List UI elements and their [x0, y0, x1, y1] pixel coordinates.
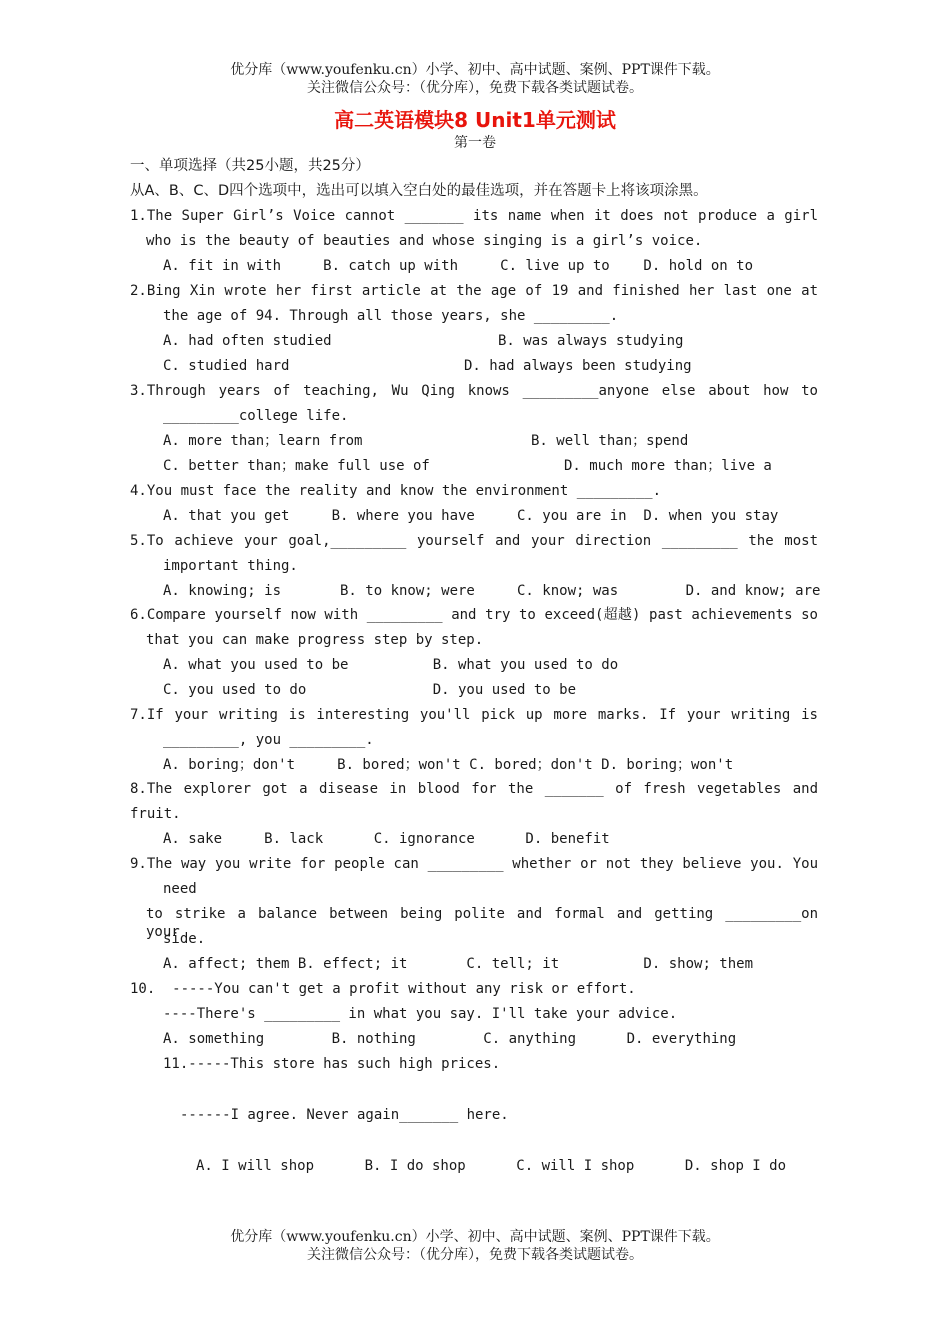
question-line: ------I agree. Never again_______ here.: [180, 1107, 509, 1123]
question-line: 6.Compare yourself now with _________ and try to exceed(超越) past achievements so: [130, 607, 818, 623]
answer-option: C. better than；make full use of: [163, 458, 430, 474]
answer-options: A. fit in with B. catch up with C. live up to D. hold on to: [163, 258, 754, 274]
question-line: 4.You must face the reality and know the environment _________.: [130, 483, 662, 499]
header-line-2: 关注微信公众号：（优分库），免费下载各类试题试卷。: [307, 80, 643, 96]
answer-option: C. studied hard: [163, 358, 290, 374]
question-line: 8.The explorer got a disease in blood for the _______ of fresh vegetables and: [130, 781, 818, 797]
answer-option: B. was always studying: [498, 333, 684, 349]
answer-options: A. sake B. lack C. ignorance D. benefit: [163, 831, 610, 847]
question-line: 5.To achieve your goal,_________ yourself and your direction _________ the most: [130, 533, 818, 549]
section-instruction: 从A、B、C、D四个选项中，选出可以填入空白处的最佳选项，并在答题卡上将该项涂黑。: [130, 183, 708, 199]
question-line: to strike a balance between being polite and formal and getting _________on your: [146, 906, 818, 940]
question-line: 11.-----This store has such high prices.: [163, 1056, 501, 1072]
answer-options: C. you used to do D. you used to be: [163, 682, 577, 698]
question-line: important thing.: [163, 558, 298, 574]
answer-options: A. knowing; is B. to know; were C. know; was D. and know; are: [163, 583, 821, 599]
answer-option: B. well than；spend: [531, 433, 689, 449]
footer-line-1: 优分库（www.youfenku.cn）小学、初中、高中试题、案例、PPT课件下载。: [230, 1229, 720, 1245]
question-line: who is the beauty of beauties and whose singing is a girl’s voice.: [146, 233, 703, 249]
answer-options: A. I will shop B. I do shop C. will I shop D. shop I do: [196, 1158, 787, 1174]
question-line: 7.If your writing is interesting you'll pick up more marks. If your writing is: [130, 707, 818, 723]
question-line: ----There's _________ in what you say. I'll take your advice.: [163, 1006, 678, 1022]
question-line: _________college life.: [163, 408, 349, 424]
answer-options: A. what you used to be B. what you used to do: [163, 657, 619, 673]
answer-option: A. more than；learn from: [163, 433, 363, 449]
question-line: 2.Bing Xin wrote her first article at the age of 19 and finished her last one at: [130, 283, 818, 299]
answer-options: A. that you get B. where you have C. you are in D. when you stay: [163, 508, 779, 524]
question-line: side.: [163, 931, 206, 947]
question-line: _________, you _________.: [163, 732, 374, 748]
answer-option: D. much more than；live a: [564, 458, 772, 474]
question-line: 9.The way you write for people can _________ whether or not they believe you. You: [130, 856, 818, 872]
page-subtitle: 第一卷: [454, 135, 496, 151]
answer-option: D. had always been studying: [464, 358, 692, 374]
answer-option: A. had often studied: [163, 333, 332, 349]
question-line: 1.The Super Girl’s Voice cannot _______ its name when it does not produce a girl: [130, 208, 818, 224]
section-heading: 一、单项选择（共25小题，共25分）: [130, 158, 370, 174]
footer-line-2: 关注微信公众号：（优分库），免费下载各类试题试卷。: [307, 1247, 643, 1263]
question-line: that you can make progress step by step.: [146, 632, 484, 648]
question-line: 10. -----You can't get a profit without any risk or effort.: [130, 981, 636, 997]
answer-options: A. something B. nothing C. anything D. everything: [163, 1031, 737, 1047]
header-line-1: 优分库（www.youfenku.cn）小学、初中、高中试题、案例、PPT课件下载。: [230, 62, 720, 78]
answer-options: A. boring；don't B. bored；won't C. bored；don't D. boring；won't: [163, 757, 734, 773]
question-line: need: [163, 881, 197, 897]
question-line: the age of 94. Through all those years, she _________.: [163, 308, 619, 324]
page-title: 高二英语模块8 Unit1单元测试: [334, 108, 616, 132]
question-line: 3.Through years of teaching, Wu Qing knows _________anyone else about how to: [130, 383, 818, 399]
question-line: fruit.: [130, 806, 181, 822]
answer-options: A. affect; them B. effect; it C. tell; it D. show; them: [163, 956, 754, 972]
